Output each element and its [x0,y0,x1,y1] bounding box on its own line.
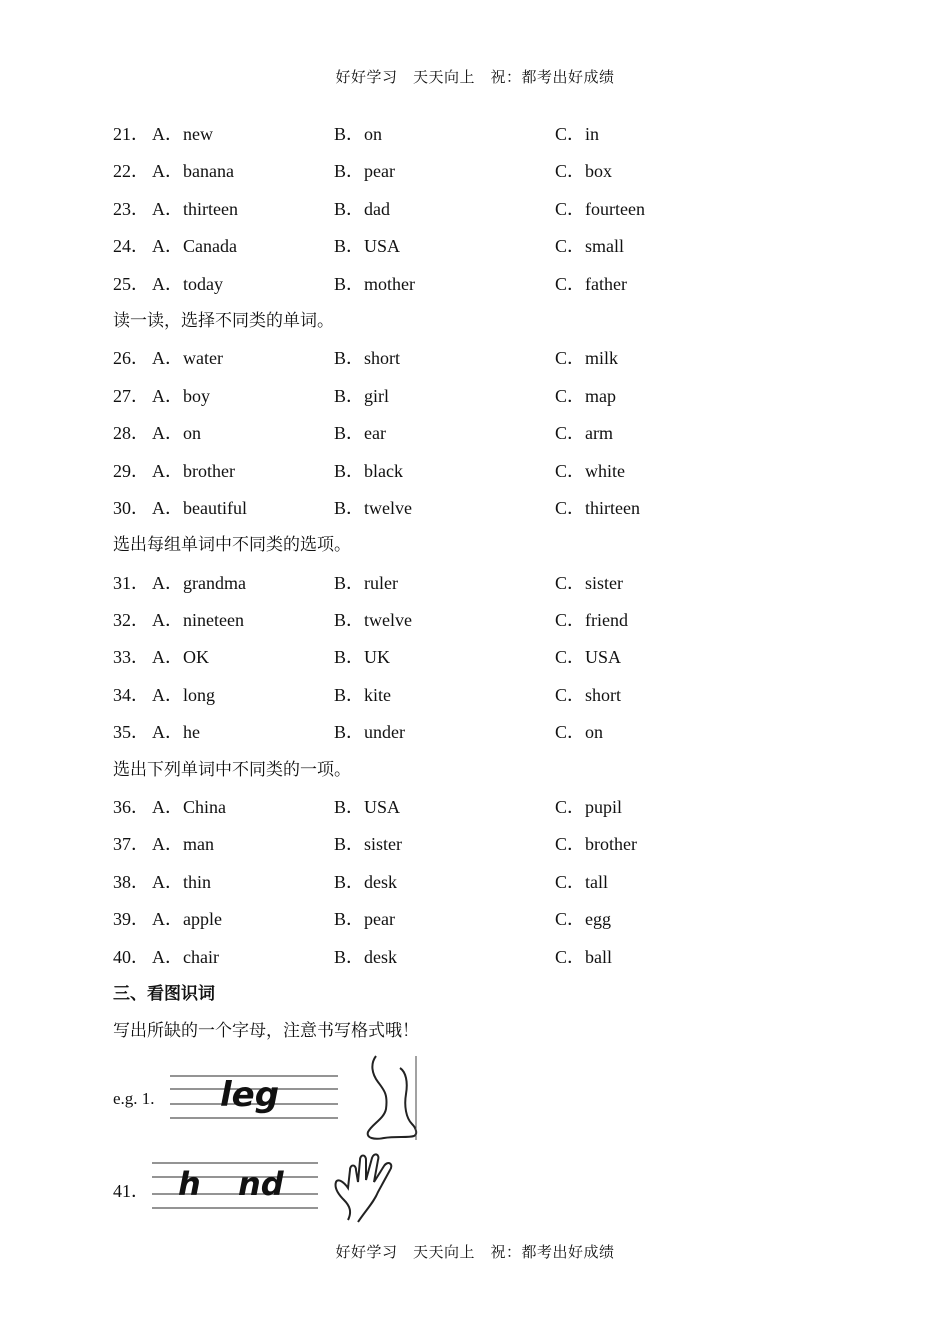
question-number: 30． [113,497,149,518]
option-c[interactable]: C．on [555,722,604,743]
option-b[interactable]: B．mother [334,273,415,294]
option-b[interactable]: B．USA [334,236,401,257]
option-b[interactable]: B．dad [334,198,390,219]
question-row [113,122,873,159]
question-number: 31． [113,572,149,593]
question-row [113,496,873,533]
q41-letter-1: h [178,1165,201,1203]
option-c[interactable]: C．ball [555,946,612,967]
option-a[interactable]: A．he [152,722,200,743]
option-a[interactable]: A．grandma [152,572,246,593]
page-footer: 好好学习 天天向上 祝：都考出好成绩 [335,1243,615,1261]
question-row [113,459,873,496]
group-instruction: 读一读，选择不同类的单词。 [113,310,334,331]
question-row [113,421,873,458]
q41-label: 41． [113,1181,149,1201]
option-c[interactable]: C．box [555,161,613,182]
question-number: 34． [113,684,149,705]
option-b[interactable]: B．sister [334,834,403,855]
example-word: leg [220,1075,280,1115]
option-b[interactable]: B．ear [334,423,386,444]
question-number: 28． [113,423,149,444]
question-row [113,720,873,757]
option-a[interactable]: A．man [152,834,214,855]
question-number: 37． [113,834,149,855]
question-number: 33． [113,647,149,668]
option-c[interactable]: C．tall [555,871,608,892]
option-c[interactable]: C．father [555,273,627,294]
option-c[interactable]: C．map [555,385,616,406]
option-c[interactable]: C．milk [555,348,619,369]
question-row [113,608,873,645]
option-b[interactable]: B．under [334,722,405,743]
question-number: 21． [113,124,149,144]
option-b[interactable]: B．kite [334,684,391,705]
option-b[interactable]: B．ruler [334,572,398,593]
question-number: 36． [113,797,149,818]
option-c[interactable]: C．USA [555,647,622,668]
question-row [113,384,873,421]
option-a[interactable]: A．banana [152,161,234,182]
question-row [113,870,873,907]
option-c[interactable]: C．short [555,684,622,705]
option-a[interactable]: A．thirteen [152,198,238,219]
option-b[interactable]: B．twelve [334,610,412,631]
question-number: 24． [113,236,149,257]
question-number: 32． [113,610,149,631]
question-row [113,159,873,196]
option-a[interactable]: A．nineteen [152,610,244,631]
leg-icon [362,1054,422,1144]
option-b[interactable]: B．twelve [334,497,412,518]
question-number: 38． [113,871,149,892]
option-a[interactable]: A．brother [152,460,235,481]
question-number: 26． [113,348,149,369]
option-b[interactable]: B．on [334,124,383,144]
option-a[interactable]: A．today [152,273,223,294]
option-b[interactable]: B．girl [334,385,390,406]
question-number: 29． [113,460,149,481]
hand-icon [330,1148,400,1224]
option-a[interactable]: A．boy [152,385,210,406]
question-row [113,795,873,832]
question-number: 35． [113,722,149,743]
option-c[interactable]: C．in [555,124,600,144]
option-a[interactable]: A．OK [152,647,209,668]
option-c[interactable]: C．sister [555,572,624,593]
option-b[interactable]: B．short [334,348,401,369]
question-number: 25． [113,273,149,294]
option-c[interactable]: C．pupil [555,797,623,818]
section-instruction: 写出所缺的一个字母，注意书写格式哦！ [113,1021,419,1042]
q41-letter-2: nd [238,1165,284,1203]
group-instruction: 选出下列单词中不同类的一项。 [113,759,351,780]
question-number: 23． [113,198,149,219]
option-a[interactable]: A．new [152,124,213,144]
question-row [113,832,873,869]
question-row [113,234,873,271]
question-row [113,346,873,383]
question-row [113,945,873,982]
option-b[interactable]: B．desk [334,946,397,967]
option-b[interactable]: B．pear [334,161,395,182]
option-a[interactable]: A．China [152,797,226,818]
option-c[interactable]: C．fourteen [555,198,645,219]
question-row [113,571,873,608]
option-a[interactable]: A．long [152,684,215,705]
option-c[interactable]: C．arm [555,423,613,444]
option-a[interactable]: A．beautiful [152,497,247,518]
option-b[interactable]: B．UK [334,647,391,668]
question-row [113,197,873,234]
question-list [113,122,873,1057]
section-title: 三、看图识词 [113,983,215,1004]
option-a[interactable]: A．water [152,348,223,369]
question-number: 27． [113,385,149,406]
example-label: e.g. 1. [113,1089,155,1108]
option-b[interactable]: B．pear [334,909,395,930]
option-b[interactable]: B．USA [334,797,401,818]
option-a[interactable]: A．thin [152,871,212,892]
option-c[interactable]: C．white [555,460,625,481]
option-a[interactable]: A．apple [152,909,222,930]
option-c[interactable]: C．egg [555,909,611,930]
question-number: 22． [113,161,149,182]
question-row [113,907,873,944]
group-instruction: 选出每组单词中不同类的选项。 [113,535,351,556]
question-row [113,645,873,682]
option-b[interactable]: B．desk [334,871,397,892]
option-b[interactable]: B．black [334,460,403,481]
option-a[interactable]: A．Canada [152,236,237,257]
option-c[interactable]: C．small [555,236,625,257]
option-c[interactable]: C．friend [555,610,628,631]
option-c[interactable]: C．brother [555,834,637,855]
page-header: 好好学习 天天向上 祝：都考出好成绩 [335,68,615,86]
option-c[interactable]: C．thirteen [555,497,640,518]
question-row [113,683,873,720]
option-a[interactable]: A．chair [152,946,219,967]
question-number: 40． [113,946,149,967]
question-number: 39． [113,909,149,930]
option-a[interactable]: A．on [152,423,201,444]
question-row [113,272,873,309]
